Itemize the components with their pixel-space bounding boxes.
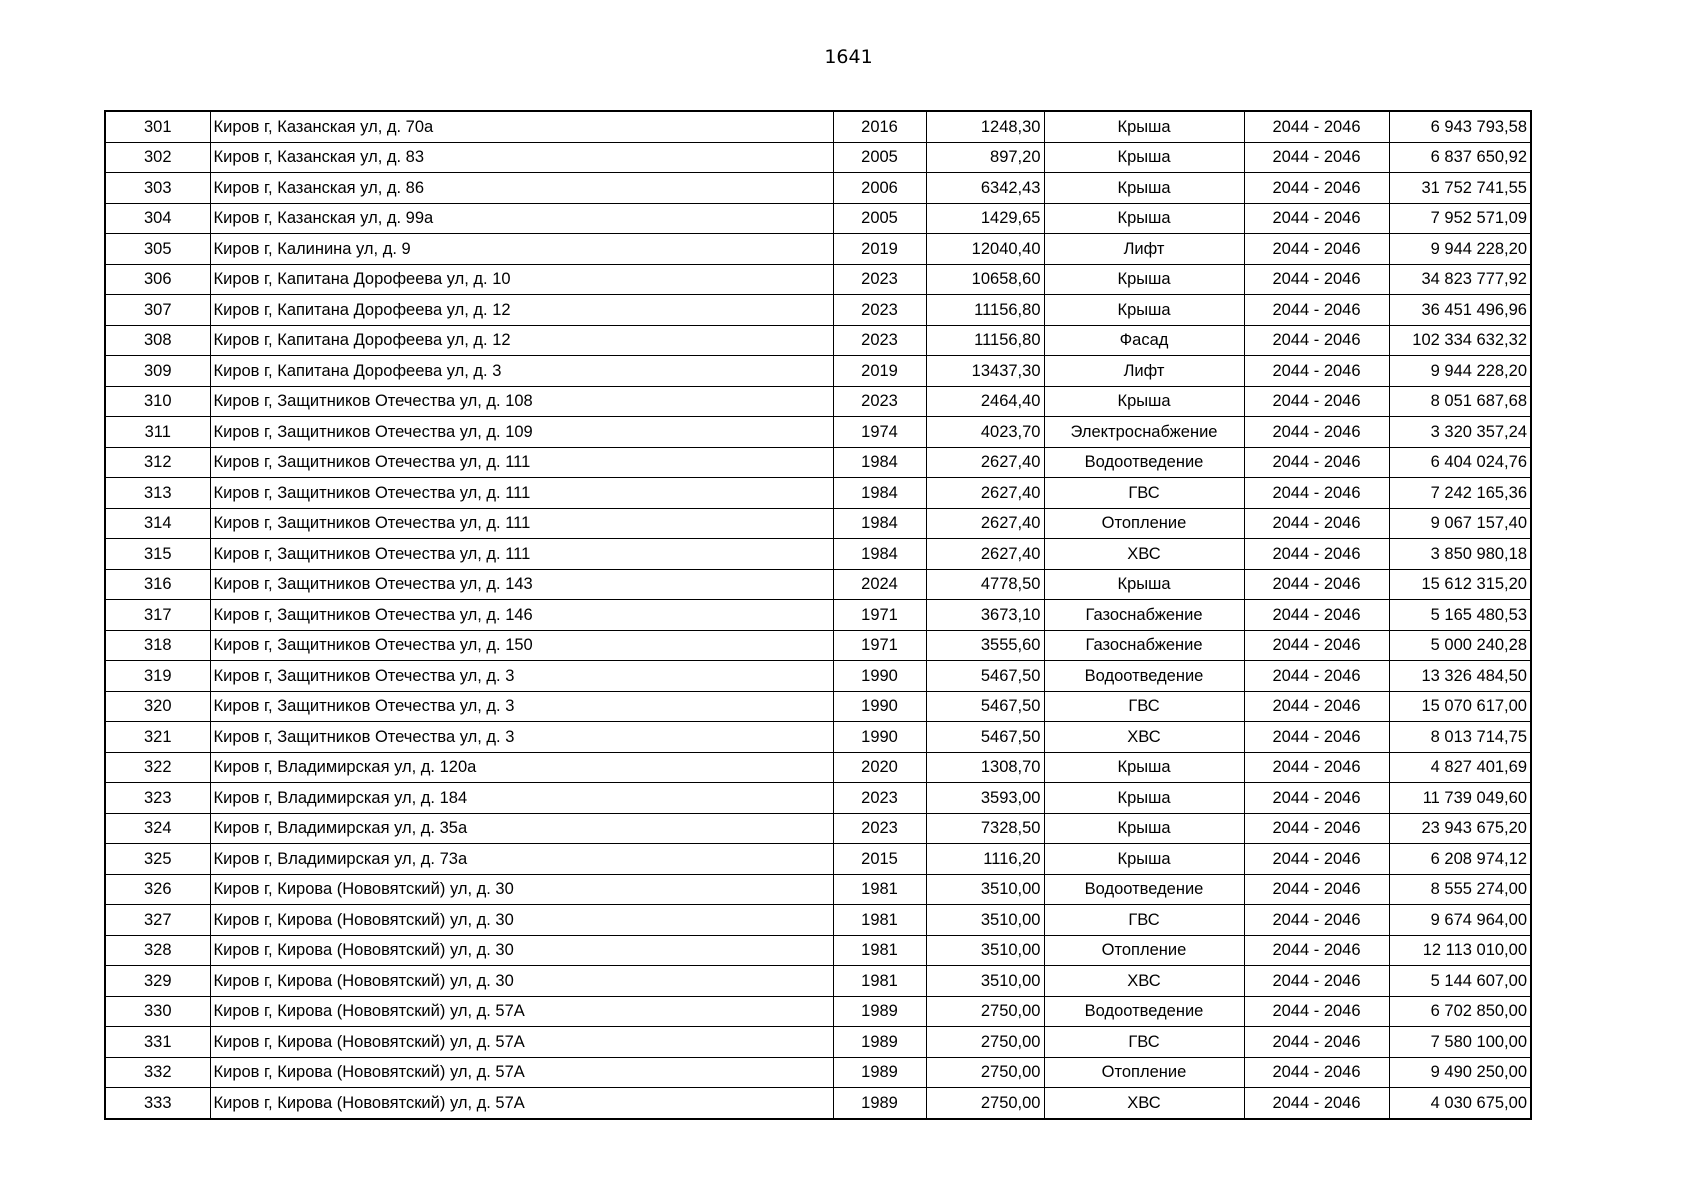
area-cell: 2750,00 (926, 1057, 1044, 1088)
cost-cell: 7 242 165,36 (1389, 478, 1531, 509)
area-cell: 10658,60 (926, 264, 1044, 295)
address-cell: Киров г, Владимирская ул, д. 35а (210, 813, 833, 844)
work-type-cell: Отопление (1044, 935, 1244, 966)
table-row (105, 996, 1531, 1027)
work-type-cell: Водоотведение (1044, 447, 1244, 478)
cost-cell: 36 451 496,96 (1389, 295, 1531, 326)
year-cell: 1990 (833, 661, 926, 692)
year-cell: 2023 (833, 295, 926, 326)
cost-cell: 9 944 228,20 (1389, 234, 1531, 265)
cost-cell: 102 334 632,32 (1389, 325, 1531, 356)
work-type-cell: Газоснабжение (1044, 630, 1244, 661)
area-cell: 2627,40 (926, 447, 1044, 478)
work-type-cell: Водоотведение (1044, 874, 1244, 905)
area-cell: 897,20 (926, 142, 1044, 173)
area-cell: 2750,00 (926, 1088, 1044, 1119)
table-row (105, 966, 1531, 997)
work-type-cell: Крыша (1044, 569, 1244, 600)
table-row (105, 111, 1531, 142)
area-cell: 11156,80 (926, 295, 1044, 326)
address-cell: Киров г, Кирова (Нововятский) ул, д. 30 (210, 935, 833, 966)
period-cell: 2044 - 2046 (1244, 783, 1389, 814)
address-cell: Киров г, Защитников Отечества ул, д. 3 (210, 691, 833, 722)
area-cell: 2627,40 (926, 478, 1044, 509)
table-row (105, 905, 1531, 936)
period-cell: 2044 - 2046 (1244, 813, 1389, 844)
cost-cell: 3 320 357,24 (1389, 417, 1531, 448)
table-row (105, 691, 1531, 722)
period-cell: 2044 - 2046 (1244, 874, 1389, 905)
work-type-cell: Крыша (1044, 173, 1244, 204)
row-number-cell: 326 (105, 874, 210, 905)
work-type-cell: Крыша (1044, 111, 1244, 142)
period-cell: 2044 - 2046 (1244, 111, 1389, 142)
row-number-cell: 303 (105, 173, 210, 204)
row-number-cell: 325 (105, 844, 210, 875)
cost-cell: 9 490 250,00 (1389, 1057, 1531, 1088)
table-row (105, 569, 1531, 600)
table-row (105, 173, 1531, 204)
cost-cell: 9 944 228,20 (1389, 356, 1531, 387)
address-cell: Киров г, Защитников Отечества ул, д. 146 (210, 600, 833, 631)
year-cell: 2023 (833, 386, 926, 417)
address-cell: Киров г, Казанская ул, д. 86 (210, 173, 833, 204)
cost-cell: 8 555 274,00 (1389, 874, 1531, 905)
area-cell: 2750,00 (926, 996, 1044, 1027)
table-row (105, 1057, 1531, 1088)
address-cell: Киров г, Казанская ул, д. 83 (210, 142, 833, 173)
work-type-cell: ХВС (1044, 966, 1244, 997)
area-cell: 4023,70 (926, 417, 1044, 448)
table-row (105, 386, 1531, 417)
year-cell: 1989 (833, 996, 926, 1027)
cost-cell: 5 000 240,28 (1389, 630, 1531, 661)
address-cell: Киров г, Защитников Отечества ул, д. 108 (210, 386, 833, 417)
cost-cell: 4 030 675,00 (1389, 1088, 1531, 1119)
row-number-cell: 309 (105, 356, 210, 387)
period-cell: 2044 - 2046 (1244, 203, 1389, 234)
cost-cell: 6 837 650,92 (1389, 142, 1531, 173)
area-cell: 1429,65 (926, 203, 1044, 234)
area-cell: 13437,30 (926, 356, 1044, 387)
cost-cell: 7 952 571,09 (1389, 203, 1531, 234)
year-cell: 1984 (833, 478, 926, 509)
year-cell: 2005 (833, 142, 926, 173)
year-cell: 1989 (833, 1057, 926, 1088)
year-cell: 1984 (833, 539, 926, 570)
year-cell: 2023 (833, 325, 926, 356)
row-number-cell: 330 (105, 996, 210, 1027)
cost-cell: 6 702 850,00 (1389, 996, 1531, 1027)
area-cell: 5467,50 (926, 722, 1044, 753)
table-row (105, 630, 1531, 661)
year-cell: 2015 (833, 844, 926, 875)
period-cell: 2044 - 2046 (1244, 752, 1389, 783)
cost-cell: 5 165 480,53 (1389, 600, 1531, 631)
area-cell: 3555,60 (926, 630, 1044, 661)
row-number-cell: 312 (105, 447, 210, 478)
year-cell: 1981 (833, 874, 926, 905)
work-type-cell: ХВС (1044, 539, 1244, 570)
cost-cell: 6 404 024,76 (1389, 447, 1531, 478)
work-type-cell: Крыша (1044, 813, 1244, 844)
work-type-cell: ХВС (1044, 1088, 1244, 1119)
cost-cell: 6 943 793,58 (1389, 111, 1531, 142)
row-number-cell: 331 (105, 1027, 210, 1058)
address-cell: Киров г, Владимирская ул, д. 184 (210, 783, 833, 814)
period-cell: 2044 - 2046 (1244, 1027, 1389, 1058)
cost-cell: 9 067 157,40 (1389, 508, 1531, 539)
row-number-cell: 308 (105, 325, 210, 356)
cost-cell: 12 113 010,00 (1389, 935, 1531, 966)
cost-cell: 11 739 049,60 (1389, 783, 1531, 814)
work-type-cell: Крыша (1044, 142, 1244, 173)
table-row (105, 722, 1531, 753)
work-type-cell: Крыша (1044, 203, 1244, 234)
work-type-cell: Водоотведение (1044, 661, 1244, 692)
period-cell: 2044 - 2046 (1244, 1057, 1389, 1088)
period-cell: 2044 - 2046 (1244, 996, 1389, 1027)
table-body (105, 111, 1531, 1119)
table-row (105, 234, 1531, 265)
area-cell: 3510,00 (926, 905, 1044, 936)
row-number-cell: 322 (105, 752, 210, 783)
work-type-cell: Отопление (1044, 1057, 1244, 1088)
year-cell: 1981 (833, 935, 926, 966)
area-cell: 2464,40 (926, 386, 1044, 417)
table-row (105, 874, 1531, 905)
row-number-cell: 324 (105, 813, 210, 844)
table-row (105, 508, 1531, 539)
address-cell: Киров г, Кирова (Нововятский) ул, д. 57А (210, 1088, 833, 1119)
period-cell: 2044 - 2046 (1244, 691, 1389, 722)
cost-cell: 3 850 980,18 (1389, 539, 1531, 570)
address-cell: Киров г, Капитана Дорофеева ул, д. 3 (210, 356, 833, 387)
period-cell: 2044 - 2046 (1244, 417, 1389, 448)
address-cell: Киров г, Кирова (Нововятский) ул, д. 30 (210, 905, 833, 936)
year-cell: 2023 (833, 264, 926, 295)
work-type-cell: Крыша (1044, 295, 1244, 326)
area-cell: 1116,20 (926, 844, 1044, 875)
period-cell: 2044 - 2046 (1244, 539, 1389, 570)
address-cell: Киров г, Защитников Отечества ул, д. 109 (210, 417, 833, 448)
period-cell: 2044 - 2046 (1244, 508, 1389, 539)
page-number: 1641 (824, 46, 873, 68)
period-cell: 2044 - 2046 (1244, 569, 1389, 600)
work-type-cell: ГВС (1044, 905, 1244, 936)
table-row (105, 478, 1531, 509)
work-type-cell: ГВС (1044, 1027, 1244, 1058)
area-cell: 3510,00 (926, 966, 1044, 997)
address-cell: Киров г, Защитников Отечества ул, д. 111 (210, 539, 833, 570)
area-cell: 6342,43 (926, 173, 1044, 204)
work-type-cell: ХВС (1044, 722, 1244, 753)
address-cell: Киров г, Защитников Отечества ул, д. 3 (210, 722, 833, 753)
year-cell: 2016 (833, 111, 926, 142)
row-number-cell: 317 (105, 600, 210, 631)
row-number-cell: 301 (105, 111, 210, 142)
row-number-cell: 302 (105, 142, 210, 173)
area-cell: 2627,40 (926, 539, 1044, 570)
period-cell: 2044 - 2046 (1244, 844, 1389, 875)
table-row (105, 600, 1531, 631)
row-number-cell: 318 (105, 630, 210, 661)
row-number-cell: 311 (105, 417, 210, 448)
address-cell: Киров г, Защитников Отечества ул, д. 111 (210, 508, 833, 539)
address-cell: Киров г, Калинина ул, д. 9 (210, 234, 833, 265)
period-cell: 2044 - 2046 (1244, 142, 1389, 173)
table-row (105, 264, 1531, 295)
row-number-cell: 320 (105, 691, 210, 722)
address-cell: Киров г, Защитников Отечества ул, д. 150 (210, 630, 833, 661)
row-number-cell: 307 (105, 295, 210, 326)
year-cell: 1971 (833, 600, 926, 631)
row-number-cell: 328 (105, 935, 210, 966)
period-cell: 2044 - 2046 (1244, 386, 1389, 417)
period-cell: 2044 - 2046 (1244, 1088, 1389, 1119)
work-type-cell: Отопление (1044, 508, 1244, 539)
year-cell: 2023 (833, 783, 926, 814)
registry-table (104, 110, 1532, 1120)
work-type-cell: Водоотведение (1044, 996, 1244, 1027)
period-cell: 2044 - 2046 (1244, 661, 1389, 692)
work-type-cell: Крыша (1044, 386, 1244, 417)
year-cell: 2023 (833, 813, 926, 844)
work-type-cell: Газоснабжение (1044, 600, 1244, 631)
table-row (105, 142, 1531, 173)
row-number-cell: 333 (105, 1088, 210, 1119)
year-cell: 1989 (833, 1088, 926, 1119)
cost-cell: 9 674 964,00 (1389, 905, 1531, 936)
area-cell: 3593,00 (926, 783, 1044, 814)
table-row (105, 539, 1531, 570)
table-row (105, 295, 1531, 326)
work-type-cell: Крыша (1044, 844, 1244, 875)
table-row (105, 844, 1531, 875)
cost-cell: 15 070 617,00 (1389, 691, 1531, 722)
period-cell: 2044 - 2046 (1244, 234, 1389, 265)
address-cell: Киров г, Кирова (Нововятский) ул, д. 57А (210, 1057, 833, 1088)
period-cell: 2044 - 2046 (1244, 478, 1389, 509)
cost-cell: 8 013 714,75 (1389, 722, 1531, 753)
table-row (105, 783, 1531, 814)
cost-cell: 6 208 974,12 (1389, 844, 1531, 875)
year-cell: 2006 (833, 173, 926, 204)
cost-cell: 34 823 777,92 (1389, 264, 1531, 295)
row-number-cell: 315 (105, 539, 210, 570)
work-type-cell: Крыша (1044, 783, 1244, 814)
cost-cell: 4 827 401,69 (1389, 752, 1531, 783)
period-cell: 2044 - 2046 (1244, 722, 1389, 753)
year-cell: 2019 (833, 356, 926, 387)
table-row (105, 813, 1531, 844)
area-cell: 1308,70 (926, 752, 1044, 783)
area-cell: 3510,00 (926, 874, 1044, 905)
address-cell: Киров г, Казанская ул, д. 99а (210, 203, 833, 234)
year-cell: 2024 (833, 569, 926, 600)
year-cell: 1984 (833, 447, 926, 478)
area-cell: 12040,40 (926, 234, 1044, 265)
row-number-cell: 306 (105, 264, 210, 295)
area-cell: 1248,30 (926, 111, 1044, 142)
work-type-cell: ГВС (1044, 691, 1244, 722)
address-cell: Киров г, Кирова (Нововятский) ул, д. 30 (210, 874, 833, 905)
period-cell: 2044 - 2046 (1244, 325, 1389, 356)
period-cell: 2044 - 2046 (1244, 966, 1389, 997)
address-cell: Киров г, Владимирская ул, д. 73а (210, 844, 833, 875)
year-cell: 1981 (833, 905, 926, 936)
row-number-cell: 329 (105, 966, 210, 997)
address-cell: Киров г, Защитников Отечества ул, д. 111 (210, 447, 833, 478)
cost-cell: 7 580 100,00 (1389, 1027, 1531, 1058)
work-type-cell: Лифт (1044, 356, 1244, 387)
table-row (105, 203, 1531, 234)
work-type-cell: Фасад (1044, 325, 1244, 356)
year-cell: 1989 (833, 1027, 926, 1058)
address-cell: Киров г, Защитников Отечества ул, д. 111 (210, 478, 833, 509)
year-cell: 1974 (833, 417, 926, 448)
address-cell: Киров г, Капитана Дорофеева ул, д. 12 (210, 325, 833, 356)
period-cell: 2044 - 2046 (1244, 447, 1389, 478)
row-number-cell: 319 (105, 661, 210, 692)
address-cell: Киров г, Кирова (Нововятский) ул, д. 57А (210, 1027, 833, 1058)
area-cell: 11156,80 (926, 325, 1044, 356)
area-cell: 4778,50 (926, 569, 1044, 600)
work-type-cell: Крыша (1044, 752, 1244, 783)
cost-cell: 5 144 607,00 (1389, 966, 1531, 997)
year-cell: 1981 (833, 966, 926, 997)
period-cell: 2044 - 2046 (1244, 264, 1389, 295)
cost-cell: 8 051 687,68 (1389, 386, 1531, 417)
table-row (105, 356, 1531, 387)
period-cell: 2044 - 2046 (1244, 356, 1389, 387)
period-cell: 2044 - 2046 (1244, 630, 1389, 661)
row-number-cell: 327 (105, 905, 210, 936)
row-number-cell: 304 (105, 203, 210, 234)
table-row (105, 935, 1531, 966)
period-cell: 2044 - 2046 (1244, 173, 1389, 204)
area-cell: 5467,50 (926, 691, 1044, 722)
table-row (105, 417, 1531, 448)
cost-cell: 13 326 484,50 (1389, 661, 1531, 692)
area-cell: 3673,10 (926, 600, 1044, 631)
address-cell: Киров г, Кирова (Нововятский) ул, д. 30 (210, 966, 833, 997)
work-type-cell: ГВС (1044, 478, 1244, 509)
address-cell: Киров г, Капитана Дорофеева ул, д. 12 (210, 295, 833, 326)
row-number-cell: 323 (105, 783, 210, 814)
row-number-cell: 316 (105, 569, 210, 600)
area-cell: 2750,00 (926, 1027, 1044, 1058)
table-row (105, 1027, 1531, 1058)
area-cell: 5467,50 (926, 661, 1044, 692)
table-row (105, 1088, 1531, 1119)
year-cell: 1984 (833, 508, 926, 539)
year-cell: 2005 (833, 203, 926, 234)
work-type-cell: Электроснабжение (1044, 417, 1244, 448)
address-cell: Киров г, Защитников Отечества ул, д. 3 (210, 661, 833, 692)
period-cell: 2044 - 2046 (1244, 935, 1389, 966)
row-number-cell: 310 (105, 386, 210, 417)
period-cell: 2044 - 2046 (1244, 600, 1389, 631)
address-cell: Киров г, Казанская ул, д. 70а (210, 111, 833, 142)
table-row (105, 325, 1531, 356)
row-number-cell: 332 (105, 1057, 210, 1088)
year-cell: 1971 (833, 630, 926, 661)
address-cell: Киров г, Кирова (Нововятский) ул, д. 57А (210, 996, 833, 1027)
row-number-cell: 305 (105, 234, 210, 265)
table-row (105, 447, 1531, 478)
cost-cell: 31 752 741,55 (1389, 173, 1531, 204)
cost-cell: 23 943 675,20 (1389, 813, 1531, 844)
area-cell: 7328,50 (926, 813, 1044, 844)
row-number-cell: 313 (105, 478, 210, 509)
address-cell: Киров г, Владимирская ул, д. 120а (210, 752, 833, 783)
row-number-cell: 314 (105, 508, 210, 539)
year-cell: 1990 (833, 722, 926, 753)
cost-cell: 15 612 315,20 (1389, 569, 1531, 600)
year-cell: 2020 (833, 752, 926, 783)
table-row (105, 752, 1531, 783)
area-cell: 2627,40 (926, 508, 1044, 539)
work-type-cell: Крыша (1044, 264, 1244, 295)
work-type-cell: Лифт (1044, 234, 1244, 265)
year-cell: 1990 (833, 691, 926, 722)
period-cell: 2044 - 2046 (1244, 905, 1389, 936)
area-cell: 3510,00 (926, 935, 1044, 966)
year-cell: 2019 (833, 234, 926, 265)
address-cell: Киров г, Капитана Дорофеева ул, д. 10 (210, 264, 833, 295)
address-cell: Киров г, Защитников Отечества ул, д. 143 (210, 569, 833, 600)
period-cell: 2044 - 2046 (1244, 295, 1389, 326)
row-number-cell: 321 (105, 722, 210, 753)
table-row (105, 661, 1531, 692)
